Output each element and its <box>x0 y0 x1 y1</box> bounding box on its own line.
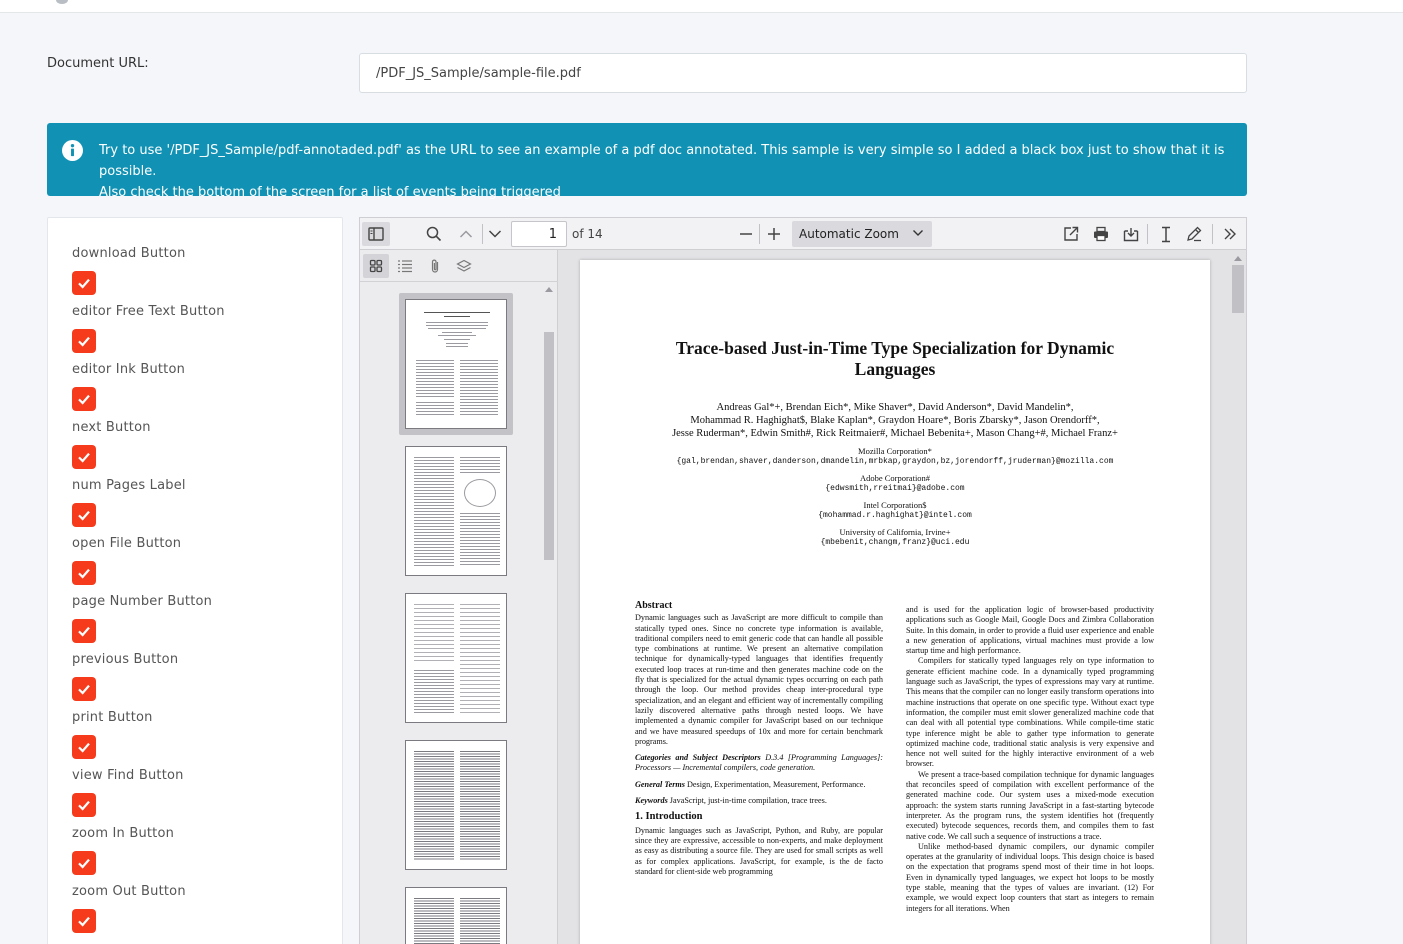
checkmark-icon <box>77 334 91 348</box>
option-label-next-button: next Button <box>72 420 151 435</box>
page-thumbnail-3[interactable] <box>405 593 507 723</box>
previous-page-button[interactable] <box>455 222 477 246</box>
editor-ink-button[interactable] <box>1183 222 1205 246</box>
scroll-up-arrow-icon[interactable] <box>1234 255 1242 261</box>
option-label-view-find-button: view Find Button <box>72 768 184 783</box>
toolbar-separator <box>1212 224 1213 244</box>
general-terms-text: Design, Experimentation, Measurement, Performance. <box>687 779 866 789</box>
zoom-in-button[interactable] <box>764 222 784 246</box>
option-label-previous-button: previous Button <box>72 652 179 667</box>
checkbox-zoom-out-button[interactable] <box>72 909 96 933</box>
keywords-paragraph <box>635 796 883 806</box>
checkbox-page-number-button[interactable] <box>72 619 96 643</box>
general-terms-label: General Terms <box>635 779 685 789</box>
general-terms-paragraph <box>635 780 883 790</box>
keywords-label: Keywords <box>635 796 668 806</box>
sidebar-view-tabs <box>360 250 558 282</box>
scroll-up-arrow-icon[interactable] <box>545 286 553 292</box>
right-paragraph-1: and is used for the application logic of browser-based productivity applications such as Google Mail, Google Docs and Zimbra Collaboration Suite. In this domain, in order to provide a fluid user experience and enable a new generation of applications, virtual machines must provide a low startup time and high performance. <box>906 605 1154 656</box>
logo-fragment <box>56 0 68 4</box>
affiliation-email: {mbebenit,changm,franz}@uci.edu <box>820 537 970 547</box>
introduction-heading: 1. Introduction <box>635 811 703 823</box>
checkmark-icon <box>77 392 91 406</box>
affiliation-name: Mozilla Corporation* <box>858 446 932 456</box>
info-icon <box>62 140 83 161</box>
chevron-down-icon <box>488 229 502 239</box>
option-label-print-button: print Button <box>72 710 153 725</box>
checkmark-icon <box>77 740 91 754</box>
minus-icon <box>739 227 753 241</box>
affiliation-name: Adobe Corporation# <box>859 473 931 483</box>
page-thumbnail-5[interactable] <box>405 887 507 944</box>
external-link-icon <box>1063 226 1079 242</box>
right-paragraph-3: We present a trace-based compilation technique for dynamic languages that reconciles speed of compilation with excellent performance of the generated machine code. Our system uses a mixed-mode execution approach: the system starts running JavaScript in a fast-starting bytecode interpreter. As the program runs, the system identifies hot (frequently executed) bytecode sequences, records them, and compiles them to fast native code. We call such a sequence of instructions a trace. <box>906 769 1154 841</box>
option-label-zoom-in-button: zoom In Button <box>72 826 175 841</box>
sidebar-toggle-button[interactable] <box>362 222 390 246</box>
checkbox-zoom-in-button[interactable] <box>72 851 96 875</box>
checkmark-icon <box>77 276 91 290</box>
authors-line3: Jesse Ruderman*, Edwin Smith#, Rick Reitmaier#, Michael Bebenita+, Mason Chang+#, Michael Franz+ <box>672 428 1118 439</box>
categories-label: Categories and Subject Descriptors <box>635 753 761 763</box>
download-icon <box>1123 226 1139 242</box>
abstract-heading: Abstract <box>635 601 673 611</box>
print-icon <box>1093 226 1109 242</box>
right-paragraph-4: Unlike method-based dynamic compilers, our dynamic compiler operates at the granularity of individual loops. This design choice is based on the expectation that programs spend most of their time in hot loops. Even in dynamically typed languages, we expect hot loops to be mostly type stable, meaning that the types of values are invariant. (12) For example, we would expect loop counters that start as integers to remain integers for all iterations. When <box>906 841 1154 913</box>
affiliation-adobe <box>620 473 1170 494</box>
viewer-toolbar <box>360 218 1247 250</box>
affiliation-email: {edwsmith,rreitmai}@adobe.com <box>825 483 965 493</box>
chevron-down-icon <box>912 229 924 237</box>
editor-free-text-button[interactable] <box>1155 222 1177 246</box>
keywords-text: JavaScript, just-in-time compilation, trace trees. <box>669 796 827 806</box>
checkbox-open-file-button[interactable] <box>72 561 96 585</box>
checkmark-icon <box>77 856 91 870</box>
paper-title <box>620 338 1170 380</box>
affiliation-name: Intel Corporation$ <box>863 500 927 510</box>
authors-line1: Andreas Gal*+, Brendan Eich*, Mike Shaver*, David Anderson*, David Mandelin*, <box>716 402 1074 413</box>
page-number-input[interactable] <box>511 221 567 247</box>
next-page-button[interactable] <box>484 222 506 246</box>
affiliation-mozilla <box>620 446 1170 467</box>
checkbox-num-pages-label[interactable] <box>72 503 96 527</box>
thumbnail-list <box>360 282 558 944</box>
checkmark-icon <box>77 508 91 522</box>
checkmark-icon <box>77 682 91 696</box>
checkbox-view-find-button[interactable] <box>72 793 96 817</box>
affiliation-intel <box>620 500 1170 521</box>
affiliation-email: {gal,brendan,shaver,danderson,dmandelin,mrbkap,graydon,bz,jorendorff,jruderman}@mozilla.com <box>676 456 1114 466</box>
chevron-up-icon <box>459 229 473 239</box>
checkbox-download-button[interactable] <box>72 271 96 295</box>
layers-icon <box>456 259 472 273</box>
document-url-label: Document URL: <box>47 56 149 71</box>
grid-icon <box>369 259 383 273</box>
page-thumbnail-2[interactable] <box>405 446 507 576</box>
checkmark-icon <box>77 450 91 464</box>
paper-title-line2: Languages <box>854 359 936 379</box>
checkmark-icon <box>77 624 91 638</box>
authors-line2: Mohammad R. Haghighat$, Blake Kaplan*, Graydon Hoare*, Boris Zbarsky*, Jason Orendorff*, <box>690 415 1100 426</box>
paperclip-icon <box>429 258 441 274</box>
thumbnail-scrollbar[interactable] <box>544 332 554 560</box>
affiliation-email: {mohammad.r.haghighat}@intel.com <box>818 510 972 520</box>
introduction-text: Dynamic languages such as JavaScript, Python, and Ruby, are popular since they are expressive, accessible to non-experts, and make deployment as easy as distributing a source file. They are used for small scripts as well as for complex applications. JavaScript, for example, is the de facto standard for client-side web programming <box>635 825 883 876</box>
option-label-zoom-out-button: zoom Out Button <box>72 884 186 899</box>
thumbnails-view-button[interactable] <box>363 254 389 278</box>
download-button[interactable] <box>1120 222 1142 246</box>
checkbox-next-button[interactable] <box>72 445 96 469</box>
plus-icon <box>767 227 781 241</box>
toolbar-separator <box>759 224 760 244</box>
text-cursor-icon <box>1160 226 1172 243</box>
toolbar-separator <box>482 224 483 244</box>
search-icon <box>426 226 442 242</box>
page-thumbnail-4[interactable] <box>405 740 507 870</box>
categories-text: D.3.4 [Programming Languages]: Processors — Incremental compilers, code generation. <box>635 753 883 773</box>
checkmark-icon <box>77 798 91 812</box>
checkmark-icon <box>77 566 91 580</box>
double-chevron-right-icon <box>1223 227 1237 241</box>
zoom-select-value: Automatic Zoom <box>799 227 899 241</box>
attachments-view-button[interactable] <box>422 254 448 278</box>
affiliation-name: University of California, Irvine+ <box>839 527 951 537</box>
option-label-page-number-button: page Number Button <box>72 594 213 609</box>
toolbar-separator <box>1147 224 1148 244</box>
checkmark-icon <box>77 914 91 928</box>
checkbox-editor-free-text-button[interactable] <box>72 329 96 353</box>
view-find-button[interactable] <box>423 222 445 246</box>
paper-authors <box>620 401 1170 440</box>
page-thumbnail-1[interactable] <box>405 299 507 429</box>
document-url-input[interactable] <box>359 53 1247 93</box>
thumbnail-sidebar <box>360 250 558 944</box>
layers-view-button[interactable] <box>451 254 477 278</box>
button-options-panel <box>47 217 343 944</box>
right-paragraph-2: Compilers for statically typed languages rely on type information to generate efficient machine code. In a dynamically typed programming language such as JavaScript, the types of expressions may vary at runtime. This means that the compiler can no longer easily transform operations into machine instructions that operate on one specific type. Without exact type information, the compiler must emit slower generalized machine code that can deal with all potential type combinations. While compile-time static type inference might be able to gather type information to generate optimized machine code, traditional static analysis is very expensive and hence not well suited for the highly interactive environment of a web browser. <box>906 656 1154 769</box>
checkbox-previous-button[interactable] <box>72 677 96 701</box>
num-pages-label: of 14 <box>572 227 603 241</box>
checkbox-editor-ink-button[interactable] <box>72 387 96 411</box>
pencil-icon <box>1186 226 1202 242</box>
checkbox-print-button[interactable] <box>72 735 96 759</box>
top-header <box>0 0 1403 13</box>
option-label-num-pages-label: num Pages Label <box>72 478 186 493</box>
affiliation-uci <box>620 527 1170 548</box>
open-file-button[interactable] <box>1060 222 1082 246</box>
paper-title-line1: Trace-based Just-in-Time Type Specialization for Dynamic <box>675 338 1115 358</box>
page-view-area <box>558 250 1247 944</box>
option-label-download-button: download Button <box>72 246 186 261</box>
pdf-viewer <box>359 217 1247 944</box>
list-icon <box>397 259 413 273</box>
zoom-out-button[interactable] <box>736 222 756 246</box>
pdf-page-1 <box>580 260 1210 944</box>
info-alert <box>47 123 1247 200</box>
option-label-open-file-button: open File Button <box>72 536 182 551</box>
right-column <box>906 605 1154 930</box>
abstract-text: Dynamic languages such as JavaScript are more difficult to compile than statically typed ones. Since no concrete type information is available, traditional compilers need to emit generic code that can handle all possible type combinations at runtime. We present an alternative compilation technique for dynamically-typed languages that identifies frequently executed loop traces at run-time and then generates machine code on the fly that is specialized for the actual dynamic types occurring on each path through the loop. Our method provides cheap inter-procedural type specialization, and an elegant and efficient way of incrementally compiling lazily discovered alternative paths through nested loops. We have implemented a dynamic compiler for JavaScript based on our technique and we have measured speedups of 10x and more for certain benchmark programs. <box>635 613 883 746</box>
print-button[interactable] <box>1090 222 1112 246</box>
option-label-editor-free-text-button: editor Free Text Button <box>72 304 225 319</box>
left-column <box>635 601 883 877</box>
info-alert-line1: Try to use '/PDF_JS_Sample/pdf-annotaded.pdf' as the URL to see an example of a pdf doc annotated. This sample is very simple so I added a black box just to show that it is possible. <box>99 143 1225 179</box>
page-scrollbar[interactable] <box>1232 265 1244 313</box>
secondary-toolbar-button[interactable] <box>1219 222 1241 246</box>
option-label-editor-ink-button: editor Ink Button <box>72 362 186 377</box>
info-alert-line2: Also check the bottom of the screen for a list of events being triggered <box>99 185 561 200</box>
categories-paragraph <box>635 753 883 774</box>
outline-view-button[interactable] <box>392 254 418 278</box>
zoom-select[interactable] <box>792 221 932 247</box>
sidebar-icon <box>368 227 384 241</box>
